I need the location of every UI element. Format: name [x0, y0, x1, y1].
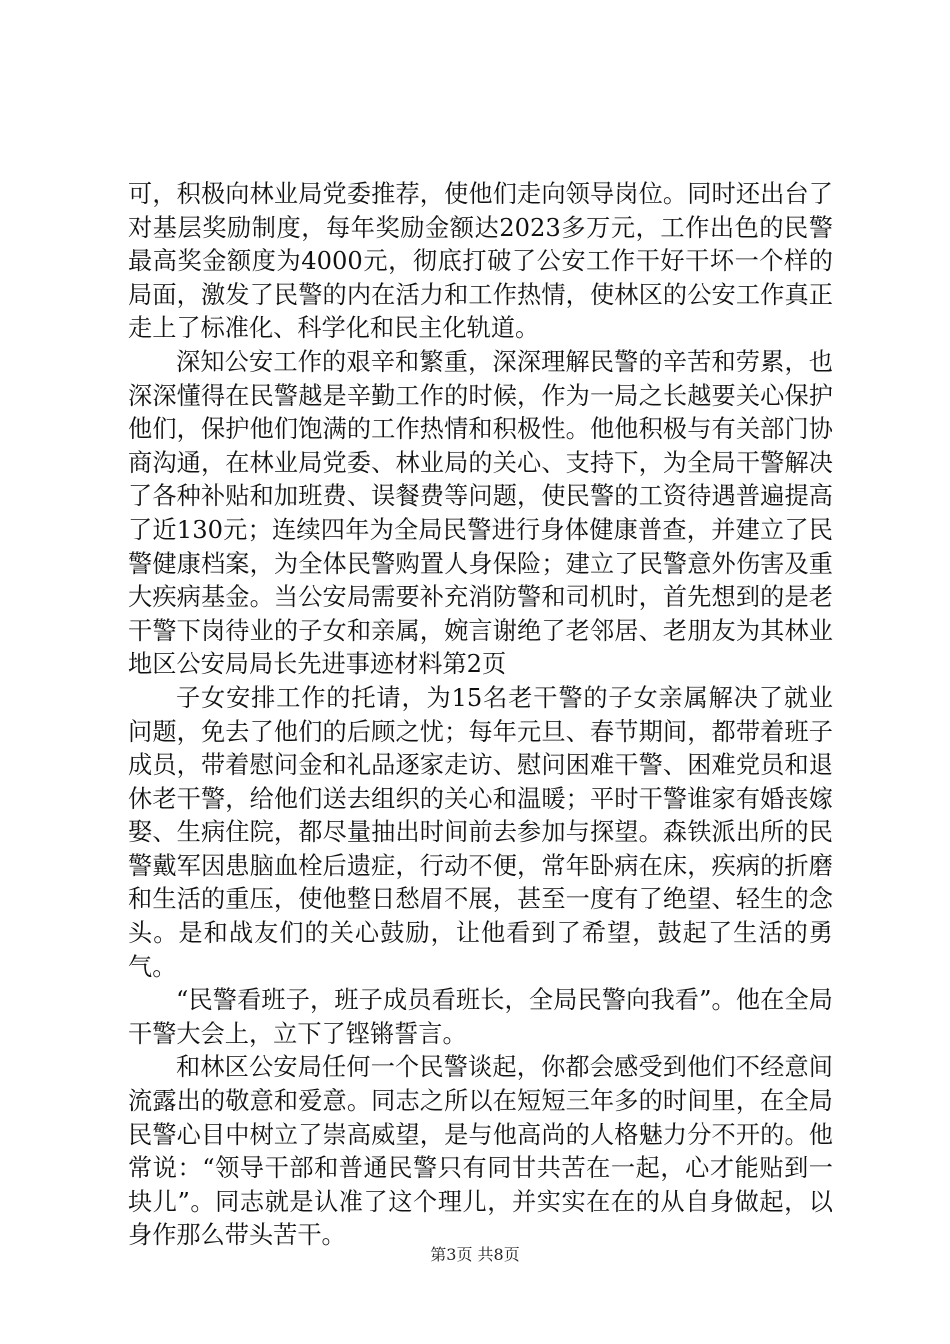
- paragraph-quote: “民警看班子，班子成员看班长，全局民警向我看”。他在全局干警大会上，立下了铿锵誓言。: [128, 986, 833, 1048]
- paragraph-continuation: 可，积极向林业局党委推荐，使他们走向领导岗位。同时还出台了对基层奖励制度，每年奖励金额达2023多万元，工作出色的民警最高奖金额度为4000元，彻底打破了公安工作干好干坏一个样的局面，激发了民警的内在活力和工作热情，使林区的公安工作真正走上了标准化、科学化和民主化轨道。: [128, 180, 833, 343]
- paragraph: 和林区公安局任何一个民警谈起，你都会感受到他们不经意间流露出的敬意和爱意。同志之所以在短短三年多的时间里，在全局民警心目中树立了崇高威望，是与他高尚的人格魅力分不开的。他常说：“领导干部和普通民警只有同甘共苦在一起，心才能贴到一块儿”。同志就是认准了这个理儿，并实实在在的从自身做起，以身作那么带头苦干。: [128, 1053, 833, 1250]
- document-body: [128, 178, 833, 1253]
- paragraph: 深知公安工作的艰辛和繁重，深深理解民警的辛苦和劳累，也深深懂得在民警越是辛勤工作的时候，作为一局之长越要关心保护他们，保护他们饱满的工作热情和积极性。他他积极与有关部门协商沟通，在林业局党委、林业局的关心、支持下，为全局干警解决了各种补贴和加班费、误餐费等问题，使民警的工资待遇普遍提高了近130元；连续四年为全局民警进行身体健康普查，并建立了民警健康档案，为全体民警购置人身保险；建立了民警意外伤害及重大疾病基金。当公安局需要补充消防警和司机时，首先想到的是老干警下岗待业的子女和亲属，婉言谢绝了老邻居、老朋友为其林业地区公安局局长先进事迹材料第2页: [128, 347, 833, 679]
- paragraph: 子女安排工作的托请，为15名老干警的子女亲属解决了就业问题，免去了他们的后顾之忧；每年元旦、春节期间，都带着班子成员，带着慰问金和礼品逐家走访、慰问困难干警、困难党员和退休老干警，给他们送去组织的关心和温暖；平时干警谁家有婚丧嫁娶、生病住院，都尽量抽出时间前去参加与探望。森铁派出所的民警戴军因患脑血栓后遗症，行动不便，常年卧病在床，疾病的折磨和生活的重压，使他整日愁眉不展，甚至一度有了绝望、轻生的念头。是和战友们的关心鼓励，让他看到了希望，鼓起了生活的勇气。: [128, 683, 833, 981]
- page-footer: 第3页 共8页: [430, 1245, 520, 1264]
